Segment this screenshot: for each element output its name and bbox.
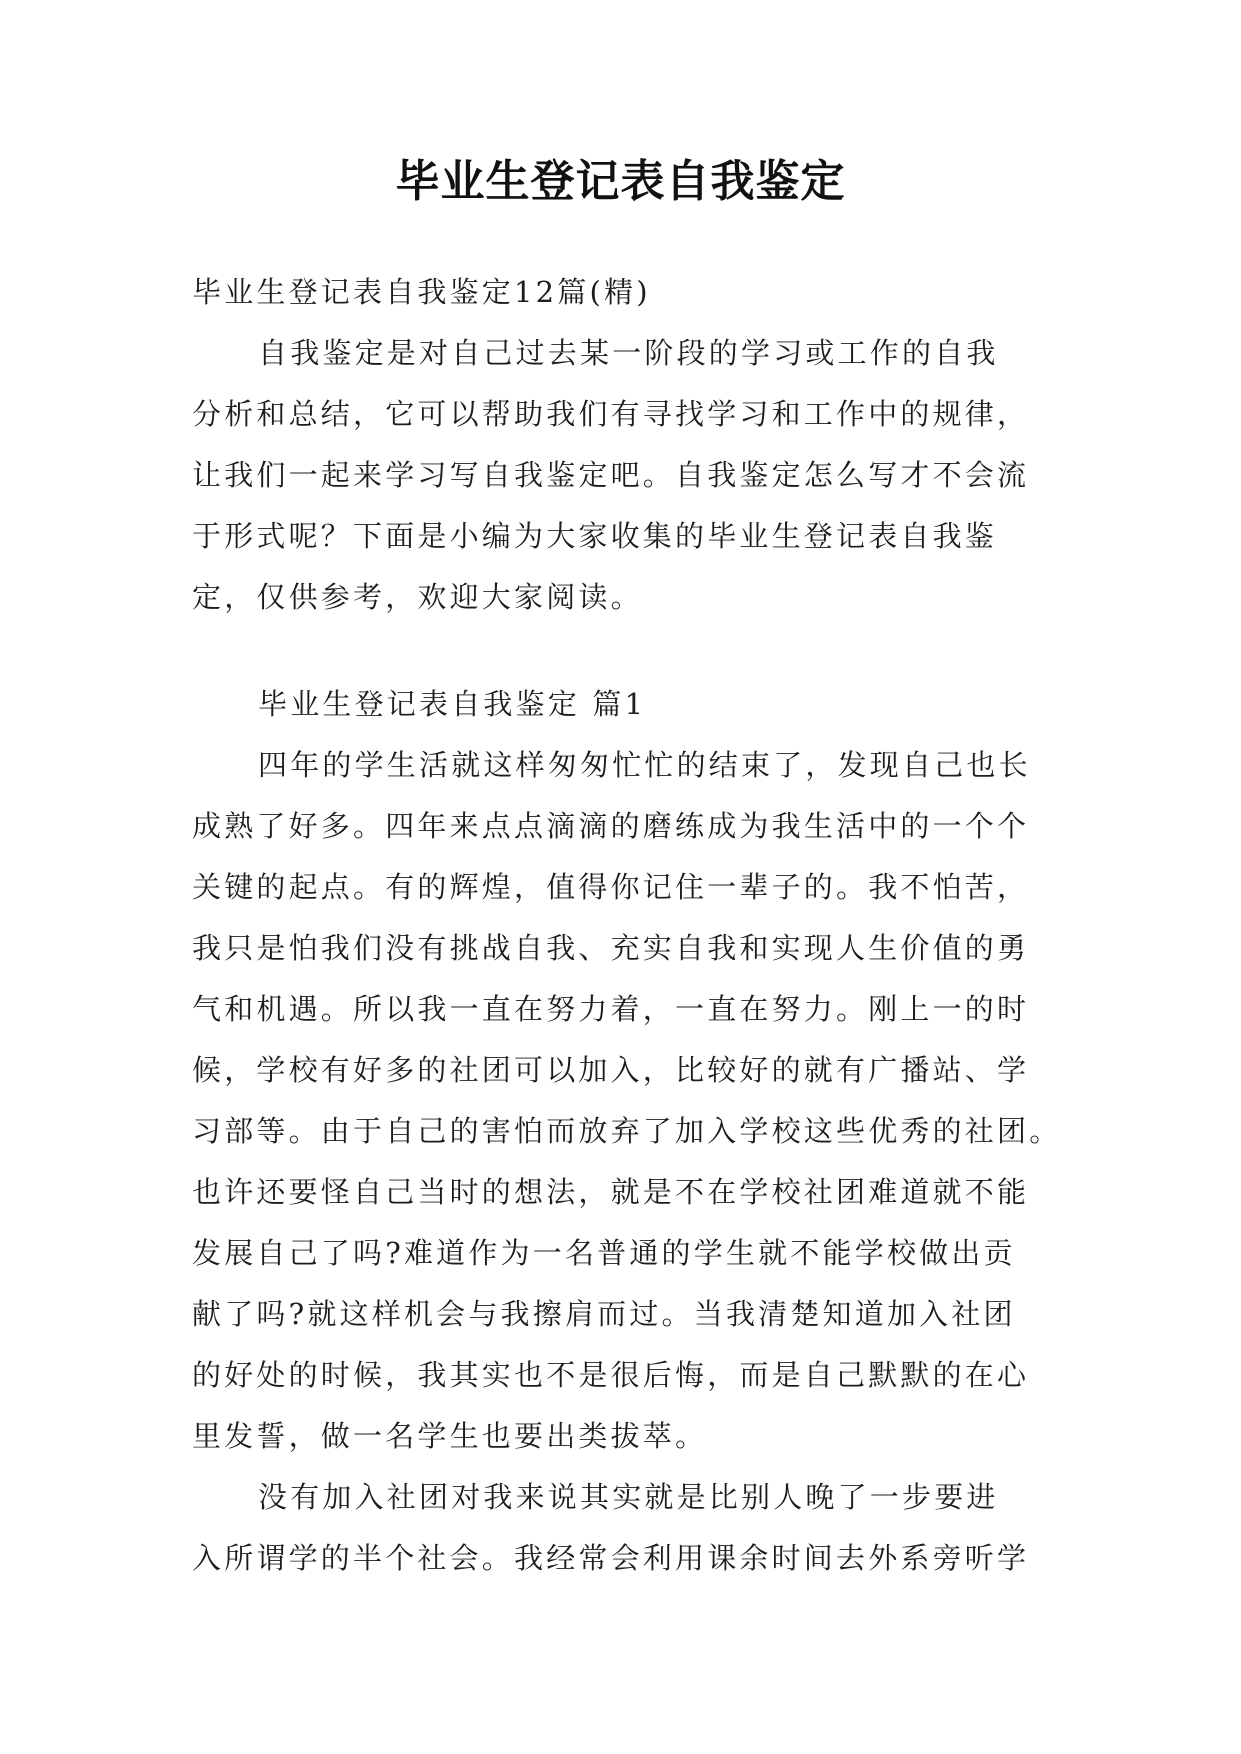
paragraph-line: 成熟了好多。四年来点点滴滴的磨练成为我生活中的一个个: [192, 809, 1030, 843]
paragraph-line: 也许还要怪自己当时的想法，就是不在学校社团难道就不能: [192, 1175, 1030, 1209]
paragraph-line: 四年的学生活就这样匆匆忙忙的结束了，发现自己也长: [258, 748, 1031, 782]
body-paragraph-1: [192, 735, 1072, 1467]
section-heading: 毕业生登记表自我鉴定 篇1: [258, 687, 647, 721]
intro-line: 让我们一起来学习写自我鉴定吧。自我鉴定怎么写才不会流: [192, 458, 1030, 492]
document-subtitle: 毕业生登记表自我鉴定12篇(精): [192, 275, 651, 309]
document-body: [192, 262, 1072, 1589]
paragraph-line: 关键的起点。有的辉煌，值得你记住一辈子的。我不怕苦，: [192, 870, 1030, 904]
paragraph-line: 发展自己了吗?难道作为一名普通的学生就不能学校做出贡: [192, 1236, 1016, 1270]
intro-line: 于形式呢？下面是小编为大家收集的毕业生登记表自我鉴: [192, 519, 998, 553]
paragraph-line: 习部等。由于自己的害怕而放弃了加入学校这些优秀的社团。: [192, 1114, 1062, 1148]
section-spacer: [192, 628, 1072, 674]
paragraph-line: 献了吗?就这样机会与我擦肩而过。当我清楚知道加入社团: [192, 1297, 1016, 1331]
intro-line: 自我鉴定是对自己过去某一阶段的学习或工作的自我: [258, 336, 999, 370]
paragraph-line: 没有加入社团对我来说其实就是比别人晚了一步要进: [258, 1480, 999, 1514]
paragraph-line: 入所谓学的半个社会。我经常会利用课余时间去外系旁听学: [192, 1541, 1030, 1575]
paragraph-line: 的好处的时候，我其实也不是很后悔，而是自己默默的在心: [192, 1358, 1030, 1392]
document-title: 毕业生登记表自我鉴定: [395, 156, 846, 207]
intro-line: 定，仅供参考，欢迎大家阅读。: [192, 580, 643, 614]
intro-paragraph: [192, 323, 1072, 628]
paragraph-line: 气和机遇。所以我一直在努力着，一直在努力。刚上一的时: [192, 992, 1030, 1026]
paragraph-line: 里发誓，做一名学生也要出类拔萃。: [192, 1419, 708, 1453]
intro-line: 分析和总结，它可以帮助我们有寻找学习和工作中的规律，: [192, 397, 1030, 431]
body-paragraph-2: [192, 1467, 1072, 1589]
paragraph-line: 我只是怕我们没有挑战自我、充实自我和实现人生价值的勇: [192, 931, 1030, 965]
paragraph-line: 候，学校有好多的社团可以加入，比较好的就有广播站、学: [192, 1053, 1030, 1087]
